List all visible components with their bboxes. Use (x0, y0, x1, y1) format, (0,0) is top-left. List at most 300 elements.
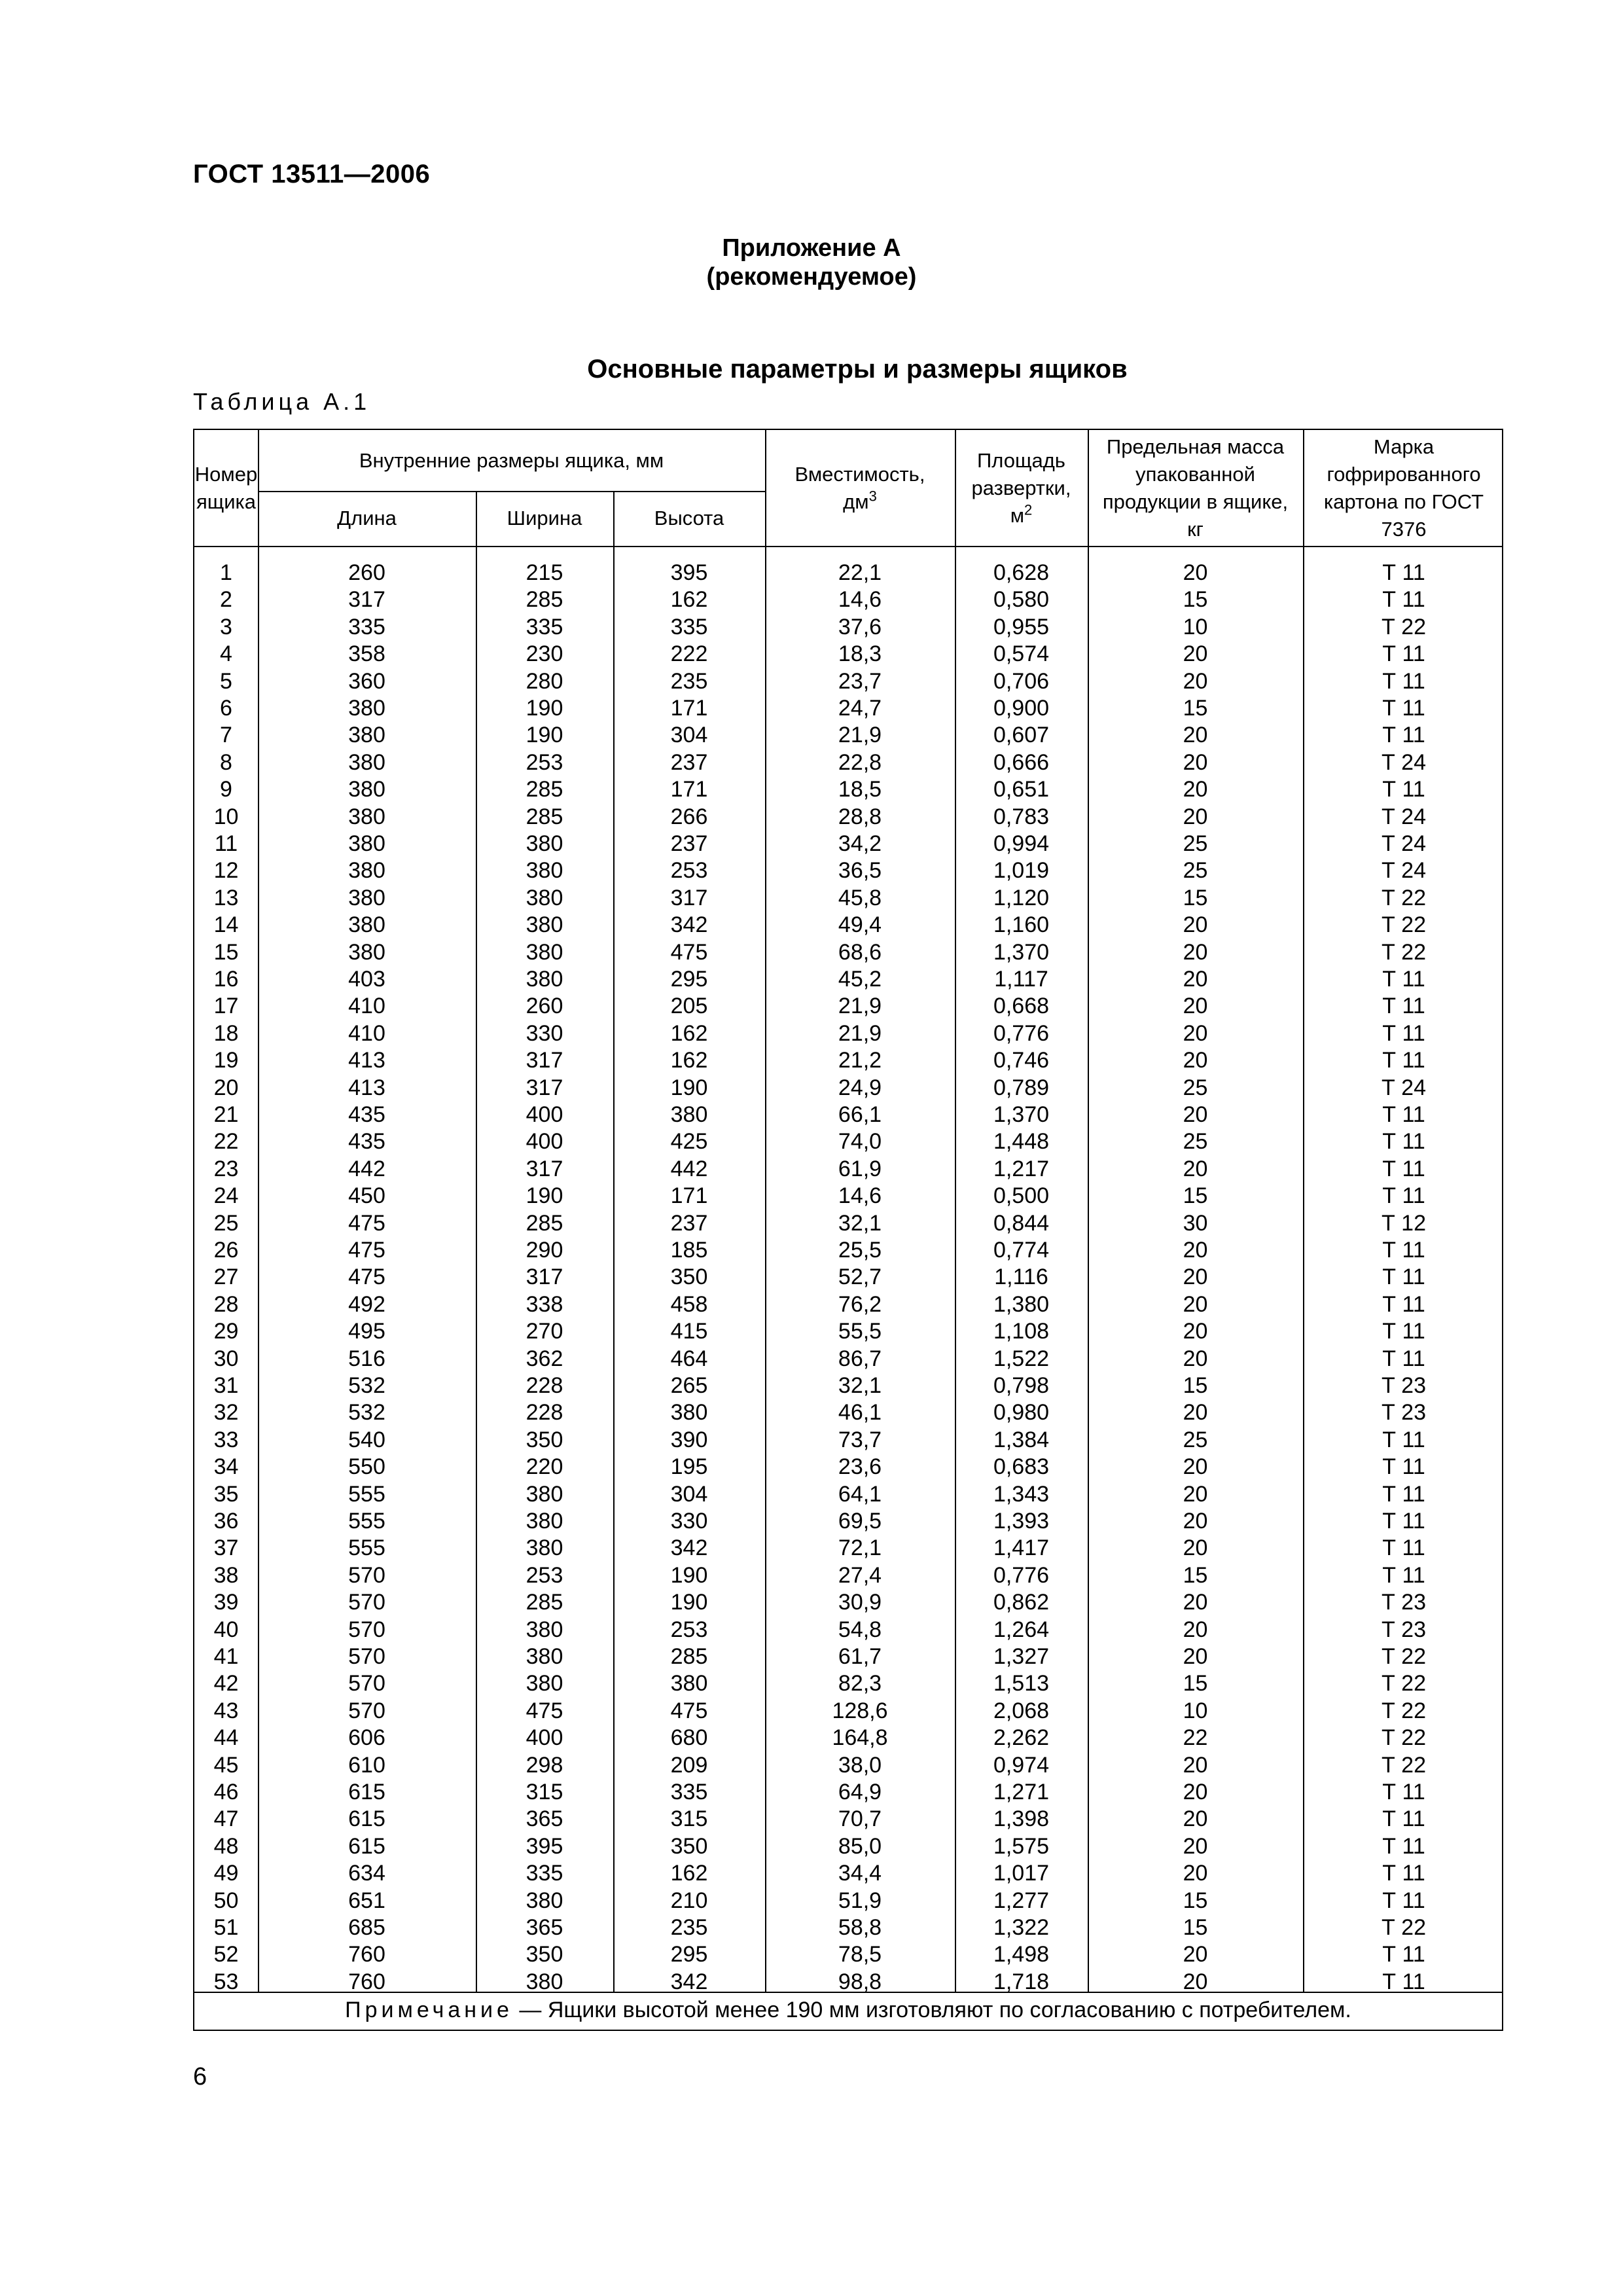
cell-length: 380 (348, 939, 385, 965)
cell-cardboard-grade: Т 11 (1382, 1291, 1425, 1317)
cell-height: 350 (670, 1833, 708, 1859)
cell-cardboard-grade: Т 11 (1382, 1888, 1425, 1913)
cell-box-number: 12 (213, 858, 239, 884)
header-inner-dimensions (258, 430, 765, 491)
cell-capacity: 23,7 (838, 668, 882, 694)
header-width (476, 491, 613, 546)
table-row (194, 1372, 1502, 1399)
cell-area: 0,607 (993, 723, 1050, 748)
cell-capacity: 64,1 (838, 1481, 882, 1507)
cell-height: 464 (670, 1346, 708, 1371)
cell-width: 365 (526, 1915, 563, 1940)
cell-box-number: 47 (213, 1806, 239, 1832)
header-grade (1303, 430, 1505, 546)
cell-box-number: 32 (213, 1400, 239, 1426)
cell-length: 615 (348, 1833, 385, 1859)
table-row (194, 586, 1502, 613)
cell-box-number: 15 (213, 939, 239, 965)
cell-width: 335 (526, 614, 563, 639)
cell-width: 220 (526, 1454, 563, 1480)
appendix-kind: (рекомендуемое) (706, 263, 917, 291)
cell-length: 380 (348, 696, 385, 721)
cell-height: 209 (670, 1752, 708, 1778)
cell-max-mass: 10 (1183, 614, 1208, 639)
table-divider (194, 546, 1502, 547)
note-text: — Ящики высотой менее 190 мм изготовляют по согласованию с потребителем. (512, 1998, 1351, 2022)
cell-cardboard-grade: Т 24 (1381, 831, 1427, 856)
cell-height: 335 (670, 614, 708, 639)
cell-height: 162 (670, 587, 708, 613)
table-row (194, 1535, 1502, 1562)
cell-cardboard-grade: Т 11 (1382, 1535, 1425, 1561)
cell-box-number: 14 (213, 912, 239, 938)
cell-width: 253 (526, 1562, 563, 1588)
table-row (194, 1806, 1502, 1833)
cell-cardboard-grade: Т 11 (1382, 1346, 1425, 1371)
header-max-mass-text: Предельная масса упакованной продукции в ящике, кг (1102, 435, 1289, 541)
cell-height: 317 (670, 885, 708, 910)
cell-capacity: 76,2 (838, 1291, 882, 1317)
cell-cardboard-grade: Т 22 (1381, 939, 1427, 965)
cell-capacity: 64,9 (838, 1780, 882, 1804)
cell-length: 475 (348, 1210, 385, 1236)
cell-max-mass: 20 (1183, 668, 1208, 694)
cell-length: 570 (348, 1590, 385, 1615)
cell-area: 0,994 (993, 831, 1050, 856)
appendix-title: Приложение А (722, 234, 901, 262)
table-row (194, 804, 1502, 831)
cell-length: 380 (348, 885, 385, 910)
cell-height: 210 (670, 1888, 708, 1913)
cell-cardboard-grade: Т 11 (1382, 668, 1425, 694)
cell-max-mass: 20 (1183, 1102, 1208, 1127)
cell-box-number: 3 (220, 614, 232, 639)
cell-length: 413 (348, 1048, 385, 1073)
table-row (194, 831, 1502, 857)
cell-height: 162 (670, 1020, 708, 1046)
cell-box-number: 28 (213, 1291, 239, 1317)
cell-box-number: 45 (213, 1752, 239, 1778)
cell-box-number: 17 (213, 994, 239, 1019)
cell-length: 555 (348, 1509, 385, 1534)
table-row (194, 1291, 1502, 1318)
note-label: Примечание (345, 1998, 513, 2022)
cell-length: 260 (348, 560, 385, 585)
cell-max-mass: 20 (1183, 1617, 1208, 1642)
cell-area: 0,500 (993, 1183, 1050, 1209)
header-width-text: Ширина (507, 507, 582, 529)
cell-length: 651 (348, 1888, 385, 1913)
cell-cardboard-grade: Т 22 (1381, 1698, 1427, 1723)
cell-length: 475 (348, 1238, 385, 1263)
table-row (194, 1888, 1502, 1914)
cell-box-number: 53 (213, 1969, 239, 1994)
cell-box-number: 44 (213, 1725, 239, 1751)
cell-width: 260 (526, 994, 563, 1019)
cell-capacity: 69,5 (838, 1509, 882, 1534)
cell-height: 415 (670, 1319, 708, 1344)
cell-area: 1,448 (993, 1129, 1050, 1155)
cell-area: 1,277 (993, 1888, 1050, 1913)
cell-height: 195 (670, 1454, 708, 1480)
cell-width: 317 (526, 1265, 563, 1290)
table-note (194, 1992, 1502, 2028)
cell-capacity: 14,6 (838, 1183, 882, 1209)
header-area (955, 430, 1088, 546)
cell-max-mass: 20 (1183, 641, 1208, 667)
cell-box-number: 51 (213, 1915, 239, 1940)
cell-area: 1,017 (993, 1861, 1050, 1886)
cell-area: 0,776 (993, 1020, 1050, 1046)
cell-length: 380 (348, 723, 385, 748)
cell-length: 555 (348, 1535, 385, 1561)
cell-cardboard-grade: Т 11 (1382, 1806, 1425, 1832)
header-length (258, 491, 476, 546)
cell-height: 185 (670, 1238, 708, 1263)
cell-max-mass: 20 (1183, 1020, 1208, 1046)
cell-length: 532 (348, 1400, 385, 1426)
table-row (194, 1020, 1502, 1047)
cell-height: 171 (670, 777, 708, 802)
cell-width: 335 (526, 1861, 563, 1886)
cell-length: 760 (348, 1969, 385, 1994)
cell-box-number: 43 (213, 1698, 239, 1723)
cell-max-mass: 20 (1183, 1400, 1208, 1426)
cell-area: 1,370 (993, 1102, 1050, 1127)
cell-cardboard-grade: Т 22 (1381, 885, 1427, 910)
table-row (194, 1617, 1502, 1643)
table-row (194, 1752, 1502, 1779)
cell-cardboard-grade: Т 24 (1381, 804, 1427, 829)
cell-height: 380 (670, 1671, 708, 1696)
cell-length: 492 (348, 1291, 385, 1317)
cell-cardboard-grade: Т 11 (1382, 777, 1425, 802)
cell-capacity: 68,6 (838, 939, 882, 965)
cell-max-mass: 15 (1183, 1373, 1208, 1398)
cell-height: 266 (670, 804, 708, 829)
cell-capacity: 52,7 (838, 1265, 882, 1290)
cell-capacity: 70,7 (838, 1806, 882, 1832)
cell-box-number: 39 (213, 1590, 239, 1615)
cell-height: 342 (670, 912, 708, 938)
cell-height: 237 (670, 1210, 708, 1236)
cell-area: 1,271 (993, 1780, 1050, 1804)
table-row (194, 857, 1502, 884)
cell-length: 570 (348, 1644, 385, 1669)
cell-area: 1,417 (993, 1535, 1050, 1561)
cell-length: 380 (348, 858, 385, 884)
cell-area: 0,862 (993, 1590, 1050, 1615)
table-row (194, 939, 1502, 966)
cell-width: 365 (526, 1806, 563, 1832)
cell-capacity: 74,0 (838, 1129, 882, 1155)
cell-height: 295 (670, 1942, 708, 1967)
cell-cardboard-grade: Т 11 (1382, 641, 1425, 667)
cell-box-number: 30 (213, 1346, 239, 1371)
table-row (194, 993, 1502, 1020)
cell-box-number: 18 (213, 1020, 239, 1046)
cell-max-mass: 20 (1183, 1481, 1208, 1507)
cell-capacity: 128,6 (832, 1698, 888, 1723)
cell-height: 222 (670, 641, 708, 667)
cell-capacity: 86,7 (838, 1346, 882, 1371)
cell-cardboard-grade: Т 11 (1382, 1969, 1425, 1994)
cell-cardboard-grade: Т 23 (1381, 1617, 1427, 1642)
cell-box-number: 13 (213, 885, 239, 910)
cell-length: 550 (348, 1454, 385, 1480)
cell-height: 162 (670, 1048, 708, 1073)
cell-capacity: 66,1 (838, 1102, 882, 1127)
cell-length: 317 (348, 587, 385, 613)
cell-box-number: 21 (213, 1102, 239, 1127)
cell-box-number: 7 (220, 723, 232, 748)
cell-max-mass: 20 (1183, 1048, 1208, 1073)
cell-cardboard-grade: Т 22 (1381, 614, 1427, 639)
cell-height: 253 (670, 858, 708, 884)
cell-height: 395 (670, 560, 708, 585)
cell-width: 380 (526, 858, 563, 884)
cell-box-number: 23 (213, 1156, 239, 1181)
cell-max-mass: 15 (1183, 1183, 1208, 1209)
cell-capacity: 22,8 (838, 749, 882, 775)
table-row (194, 912, 1502, 939)
cell-max-mass: 20 (1183, 994, 1208, 1019)
cell-box-number: 2 (220, 587, 232, 613)
cell-cardboard-grade: Т 11 (1382, 1129, 1425, 1155)
cell-cardboard-grade: Т 11 (1382, 1427, 1425, 1452)
cell-cardboard-grade: Т 23 (1381, 1373, 1427, 1398)
cell-max-mass: 15 (1183, 1671, 1208, 1696)
cell-cardboard-grade: Т 11 (1382, 1861, 1425, 1886)
cell-height: 390 (670, 1427, 708, 1452)
cell-width: 228 (526, 1400, 563, 1426)
cell-box-number: 24 (213, 1183, 239, 1209)
cell-capacity: 21,9 (838, 994, 882, 1019)
cell-width: 380 (526, 831, 563, 856)
cell-cardboard-grade: Т 23 (1381, 1590, 1427, 1615)
cell-box-number: 22 (213, 1129, 239, 1155)
table-row (194, 668, 1502, 695)
cell-box-number: 33 (213, 1427, 239, 1452)
cell-area: 1,108 (993, 1319, 1050, 1344)
cell-max-mass: 20 (1183, 912, 1208, 938)
cell-cardboard-grade: Т 11 (1382, 994, 1425, 1019)
cell-height: 237 (670, 749, 708, 775)
cell-length: 606 (348, 1725, 385, 1751)
cell-width: 350 (526, 1427, 563, 1452)
cell-max-mass: 20 (1183, 804, 1208, 829)
cell-cardboard-grade: Т 24 (1381, 858, 1427, 884)
table-row (194, 1508, 1502, 1535)
cell-capacity: 21,9 (838, 723, 882, 748)
table-row (194, 1914, 1502, 1941)
cell-width: 380 (526, 1644, 563, 1669)
cell-capacity: 37,6 (838, 614, 882, 639)
cell-width: 190 (526, 696, 563, 721)
cell-capacity: 61,9 (838, 1156, 882, 1181)
table-row (194, 1481, 1502, 1508)
cell-length: 555 (348, 1481, 385, 1507)
cell-height: 475 (670, 939, 708, 965)
cell-max-mass: 25 (1183, 831, 1208, 856)
cell-length: 435 (348, 1102, 385, 1127)
cell-height: 253 (670, 1617, 708, 1642)
cell-max-mass: 20 (1183, 1861, 1208, 1886)
table-row (194, 1318, 1502, 1345)
cell-length: 570 (348, 1562, 385, 1588)
cell-box-number: 34 (213, 1454, 239, 1480)
cell-cardboard-grade: Т 11 (1382, 1102, 1425, 1127)
cell-max-mass: 20 (1183, 1346, 1208, 1371)
table-row (194, 1075, 1502, 1102)
table-row (194, 1833, 1502, 1860)
cell-width: 380 (526, 1481, 563, 1507)
cell-max-mass: 20 (1183, 749, 1208, 775)
cell-length: 380 (348, 912, 385, 938)
cell-area: 2,262 (993, 1725, 1050, 1751)
cell-capacity: 38,0 (838, 1752, 882, 1778)
cell-capacity: 34,4 (838, 1861, 882, 1886)
table-row (194, 695, 1502, 722)
cell-width: 285 (526, 1210, 563, 1236)
header-inner-dimensions-text: Внутренние размеры ящика, мм (359, 448, 664, 472)
table-row (194, 776, 1502, 803)
cell-max-mass: 20 (1183, 1509, 1208, 1534)
cell-width: 285 (526, 587, 563, 613)
cell-length: 403 (348, 967, 385, 992)
cell-max-mass: 30 (1183, 1210, 1208, 1236)
cell-width: 270 (526, 1319, 563, 1344)
cell-capacity: 21,2 (838, 1048, 882, 1073)
cell-max-mass: 20 (1183, 560, 1208, 585)
cell-cardboard-grade: Т 11 (1382, 1562, 1425, 1588)
cell-box-number: 27 (213, 1265, 239, 1290)
cell-max-mass: 10 (1183, 1698, 1208, 1723)
cell-height: 458 (670, 1291, 708, 1317)
cell-length: 570 (348, 1617, 385, 1642)
cell-box-number: 35 (213, 1481, 239, 1507)
cell-capacity: 45,8 (838, 885, 882, 910)
cell-cardboard-grade: Т 22 (1381, 1725, 1427, 1751)
cell-area: 1,380 (993, 1291, 1050, 1317)
cell-area: 0,776 (993, 1562, 1050, 1588)
cell-width: 475 (526, 1698, 563, 1723)
cell-area: 1,327 (993, 1644, 1050, 1669)
table-row (194, 885, 1502, 912)
cell-box-number: 42 (213, 1671, 239, 1696)
cell-capacity: 30,9 (838, 1590, 882, 1615)
cell-area: 0,668 (993, 994, 1050, 1019)
cell-capacity: 51,9 (838, 1888, 882, 1913)
table-row (194, 1427, 1502, 1454)
cell-width: 350 (526, 1942, 563, 1967)
cell-box-number: 8 (220, 749, 232, 775)
cell-box-number: 1 (220, 560, 232, 585)
cell-box-number: 46 (213, 1780, 239, 1804)
cell-box-number: 37 (213, 1535, 239, 1561)
cell-cardboard-grade: Т 11 (1382, 1183, 1425, 1209)
table-title: Основные параметры и размеры ящиков (587, 355, 1128, 384)
cell-capacity: 32,1 (838, 1373, 882, 1398)
table-row (194, 1860, 1502, 1887)
cell-capacity: 27,4 (838, 1562, 882, 1588)
cell-width: 400 (526, 1102, 563, 1127)
table-row (194, 1237, 1502, 1264)
cell-box-number: 4 (220, 641, 232, 667)
cell-capacity: 72,1 (838, 1535, 882, 1561)
cell-cardboard-grade: Т 22 (1381, 1915, 1427, 1940)
header-number-text: Номер ящика (194, 462, 258, 513)
table-row (194, 1399, 1502, 1426)
cell-max-mass: 20 (1183, 1942, 1208, 1967)
header-area-text: Площадь развертки, м (971, 448, 1071, 527)
cell-length: 495 (348, 1319, 385, 1344)
cell-area: 0,628 (993, 560, 1050, 585)
cell-area: 1,575 (993, 1833, 1050, 1859)
table-row (194, 1643, 1502, 1670)
header-height (613, 491, 765, 546)
cell-capacity: 23,6 (838, 1454, 882, 1480)
cell-width: 317 (526, 1156, 563, 1181)
cell-cardboard-grade: Т 22 (1381, 1752, 1427, 1778)
cell-width: 380 (526, 1888, 563, 1913)
cell-cardboard-grade: Т 22 (1381, 1671, 1427, 1696)
cell-length: 410 (348, 1020, 385, 1046)
cell-cardboard-grade: Т 11 (1382, 1156, 1425, 1181)
cell-width: 280 (526, 668, 563, 694)
cell-max-mass: 15 (1183, 587, 1208, 613)
header-capacity (765, 430, 955, 546)
cell-width: 317 (526, 1075, 563, 1100)
cell-area: 0,789 (993, 1075, 1050, 1100)
cell-width: 298 (526, 1752, 563, 1778)
cell-length: 435 (348, 1129, 385, 1155)
cell-box-number: 48 (213, 1833, 239, 1859)
header-height-text: Высота (654, 507, 724, 529)
cell-length: 410 (348, 994, 385, 1019)
table-row (194, 1941, 1502, 1968)
cell-height: 335 (670, 1780, 708, 1804)
cell-box-number: 16 (213, 967, 239, 992)
cell-box-number: 6 (220, 696, 232, 721)
cell-width: 400 (526, 1725, 563, 1751)
header-number (194, 430, 258, 546)
cell-height: 162 (670, 1861, 708, 1886)
header-capacity-sup: 3 (868, 488, 877, 505)
cell-capacity: 46,1 (838, 1400, 882, 1426)
table-row (194, 1183, 1502, 1210)
cell-length: 615 (348, 1780, 385, 1804)
cell-box-number: 10 (213, 804, 239, 829)
cell-capacity: 73,7 (838, 1427, 882, 1452)
cell-cardboard-grade: Т 11 (1382, 723, 1425, 748)
cell-height: 475 (670, 1698, 708, 1723)
cell-width: 315 (526, 1780, 563, 1804)
cell-max-mass: 20 (1183, 1969, 1208, 1994)
cell-length: 615 (348, 1806, 385, 1832)
cell-height: 235 (670, 1915, 708, 1940)
cell-cardboard-grade: Т 22 (1381, 1644, 1427, 1669)
cell-length: 358 (348, 641, 385, 667)
cell-height: 295 (670, 967, 708, 992)
cell-width: 215 (526, 560, 563, 585)
cell-cardboard-grade: Т 11 (1382, 560, 1425, 585)
cell-length: 360 (348, 668, 385, 694)
cell-max-mass: 20 (1183, 1806, 1208, 1832)
cell-area: 0,706 (993, 668, 1050, 694)
table-row (194, 1346, 1502, 1372)
cell-box-number: 26 (213, 1238, 239, 1263)
